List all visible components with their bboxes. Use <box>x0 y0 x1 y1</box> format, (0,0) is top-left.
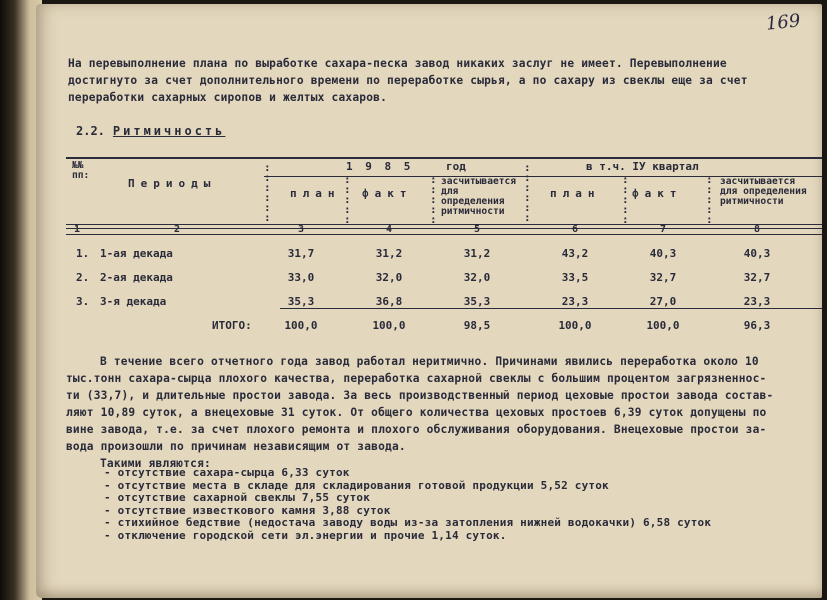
list-item: - отсутствие сахара-сырца 6,33 суток <box>104 466 350 479</box>
text-line: достигнуто за счет дополнительного времени по переработке сырья, а по сахару из свеклы еще за счет <box>68 74 748 87</box>
table-cell: 35,3 <box>463 295 491 308</box>
column-number: 3 <box>297 224 305 235</box>
table-cell: 35,3 <box>287 295 315 308</box>
text-line: вине завода, т.е. за счет плохого ремонта и плохого обслуживания оборудования. Внецеховые простои за- <box>66 423 767 436</box>
text-line: На перевыполнение плана по выработке сахара-песка завод никаких заслуг не имеет. Перевыполнение <box>68 57 727 70</box>
table-row-label: 1-ая декада <box>100 247 173 260</box>
total-cell: 100,0 <box>646 319 680 332</box>
quarter-header: в т.ч. IУ квартал <box>586 160 699 173</box>
text-line: ляют 10,89 суток, а внецеховые 31 суток. От общего количества цеховых простоев 6,39 суток допущены по <box>66 406 767 419</box>
column-divider: : : : : : <box>430 173 437 226</box>
column-divider: : : : : : : <box>264 161 271 224</box>
total-cell: 100,0 <box>372 319 406 332</box>
table-cell: 36,8 <box>375 295 403 308</box>
page-number: 169 <box>764 10 802 35</box>
column-number: 5 <box>473 224 481 235</box>
table-cell: 33,5 <box>561 271 589 284</box>
table-cell: 31,7 <box>287 247 315 260</box>
table-cell: 32,7 <box>649 271 677 284</box>
total-label: ИТОГО: <box>212 319 252 332</box>
column-number: 8 <box>753 224 761 235</box>
column-divider: : : : : : <box>706 173 713 226</box>
table-row-number: 3. <box>76 295 90 308</box>
table-cell: 32,0 <box>375 271 403 284</box>
table-cell: 27,0 <box>649 295 677 308</box>
table-cell: 31,2 <box>463 247 491 260</box>
list-item: - отсутствие известкового камня 3,88 суток <box>104 503 391 517</box>
column-number: 7 <box>659 224 667 235</box>
table-row-label: 2-ая декада <box>100 271 173 284</box>
year-suffix: год <box>446 160 466 173</box>
column-divider: : : : : : : <box>524 161 531 224</box>
total-cell: 100,0 <box>284 319 318 332</box>
total-cell: 96,3 <box>743 319 771 332</box>
section-title: Ритмичность <box>112 124 226 138</box>
text-line: В течение всего отчетного года завод работал неритмично. Причинами явились переработка около 10 <box>100 355 759 368</box>
year-header: 1 9 8 5 <box>346 160 414 173</box>
table-cell: 33,0 <box>287 271 315 284</box>
column-number: 1 <box>74 224 81 235</box>
list-item: - отсутствие места в складе для складирования готовой продукции 5,52 суток <box>104 478 609 492</box>
list-item: - стихийное бедствие (недостача заводу воды из-за затопления нижней водокачки) 6,58 суток <box>104 516 712 529</box>
column-header-plan: план <box>290 187 341 200</box>
text-line: тыс.тонн сахара-сырца плохого качества, переработка сахарной свеклы с большим процентом загрязненнос- <box>66 372 767 385</box>
table-cell: 31,2 <box>375 247 403 260</box>
table-cell: 32,7 <box>743 271 771 284</box>
column-header-fact: факт <box>362 187 413 200</box>
body-paragraph <box>66 353 806 472</box>
column-header-fact: факт <box>632 187 683 200</box>
column-header-periods: Периоды <box>128 177 217 190</box>
total-cell: 100,0 <box>558 319 592 332</box>
intro-paragraph <box>68 55 788 106</box>
text-line: Такими являются: <box>100 457 211 470</box>
column-number: 2 <box>174 224 181 235</box>
table-cell: 23,3 <box>561 295 589 308</box>
text-line: вода произошли по причинам независящим от завода. <box>66 440 406 453</box>
column-header-number: №№ пп: <box>72 160 90 181</box>
list-item: - отключение городской сети эл.энергии и прочие 1,14 суток. <box>104 528 507 542</box>
column-divider: : : : : : <box>344 173 351 226</box>
table-rule <box>66 157 822 159</box>
table-cell: 32,0 <box>463 271 491 284</box>
text-line: переработки сахарных сиропов и желтых сахаров. <box>68 91 388 104</box>
table-row-number: 1. <box>76 247 90 260</box>
text-line: ти (33,7), и длительные простои завода. За весь производственный период цеховые простои завода состав- <box>66 389 774 402</box>
column-number: 6 <box>571 224 579 235</box>
reasons-list <box>104 467 711 542</box>
list-item: - отсутствие сахарной свеклы 7,55 суток <box>104 491 371 504</box>
document-page <box>36 4 822 598</box>
table-rule <box>280 308 822 309</box>
column-number: 4 <box>385 224 393 235</box>
table-cell: 40,3 <box>743 247 771 260</box>
table-cell: 43,2 <box>561 247 589 260</box>
section-heading <box>76 124 225 138</box>
section-number: 2.2. <box>76 124 105 138</box>
total-cell: 98,5 <box>463 319 491 332</box>
table-row-number: 2. <box>76 271 90 284</box>
column-header-rhythm: засчитывается для определения ритмичности <box>441 176 517 217</box>
table-cell: 40,3 <box>649 247 677 260</box>
table-row-label: 3-я декада <box>100 295 167 308</box>
column-header-rhythm: засчитывается для определения ритмичности <box>720 176 807 207</box>
table-cell: 23,3 <box>743 295 771 308</box>
column-header-plan: план <box>550 187 601 200</box>
column-divider: : : : : : <box>622 173 629 226</box>
